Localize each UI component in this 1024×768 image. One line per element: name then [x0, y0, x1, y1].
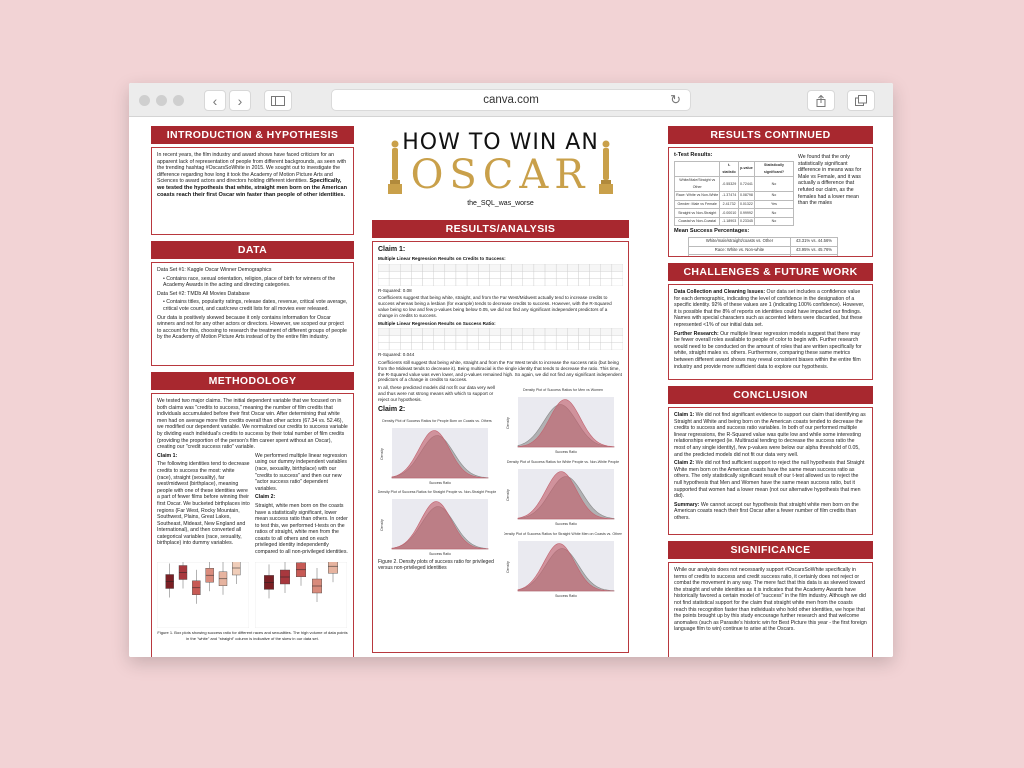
regression-cell	[601, 278, 612, 285]
left-column	[151, 126, 354, 657]
regression-cell	[411, 336, 422, 343]
boxplot-box	[328, 562, 338, 573]
regression-cell	[590, 336, 601, 343]
regression-cell	[378, 328, 389, 335]
results-cont-box	[668, 147, 873, 257]
sidebar-toggle-button[interactable]	[264, 90, 292, 111]
results-claim2-title: Claim 2:	[378, 405, 406, 413]
regression-cell	[400, 264, 411, 271]
ttest-cell: -0.00010	[720, 209, 739, 218]
regression-cell	[423, 343, 434, 350]
ttest-cell: 0.23345	[738, 217, 754, 226]
ttest-cell: No	[754, 191, 793, 200]
table2-title: Multiple Linear Regression Results on Success Ratio:	[378, 320, 496, 326]
regression-cell	[389, 328, 400, 335]
regression-cell	[456, 278, 467, 285]
regression-cell	[423, 271, 434, 278]
regression-cell	[478, 336, 489, 343]
mean-cell: Race: White vs. Non-white	[689, 246, 791, 255]
regression-cell	[411, 271, 422, 278]
regression-cell	[534, 343, 545, 350]
challenges-header: CHALLENGES & FUTURE WORK	[668, 263, 873, 281]
ttest-row	[675, 217, 794, 226]
regression-cell	[578, 328, 589, 335]
regression-cell	[578, 278, 589, 285]
method-claim1-title: Claim 1:	[157, 452, 178, 459]
poster	[129, 118, 893, 657]
regression-cell	[445, 328, 456, 335]
regression-cell	[501, 271, 512, 278]
minimize-window-button[interactable]	[156, 95, 167, 106]
forward-button[interactable]	[229, 90, 251, 111]
team-name: the_SQL_was_worse	[467, 200, 534, 207]
regression-cell	[556, 271, 567, 278]
share-button[interactable]	[807, 90, 835, 111]
table1-title: Multiple Linear Regression Results on Credits to Success:	[378, 256, 506, 261]
regression-cell	[545, 278, 556, 285]
regression-cell	[590, 271, 601, 278]
intro-text: In recent years, the film industry and award shows have faced criticism for an apparent lack of representation of people from different backgrounds, as seen with the trending hashtag #OscarsSoWhite in 2015. We sought out to investigate the difference regarding how long it took the Academy of Motion Picture Arts and Sciences to award actors and directors holding different identities.	[157, 152, 347, 185]
regression-cell	[612, 271, 623, 278]
methodology-box	[151, 393, 354, 657]
regression-cell	[378, 278, 389, 285]
density-ylabel: Density	[380, 447, 384, 460]
poster-title-line2: OSCAR	[410, 152, 591, 198]
ttest-cell: 0.01322	[738, 200, 754, 209]
ttest-cell	[675, 161, 720, 176]
regression-cell	[501, 336, 512, 343]
results-text2: Coefficients still suggest that being white, straight and from the Far West tends to increase the success ratio (but being from the Mideast tends to decrease it). Being multiracial is the single identity that tends to decrease the ratio. This time, the R-Squared value was even lower, and p-values remained high. So again, we did not find any significant independent predictors of a change in credits to success.	[378, 359, 622, 383]
data-note: Our data is positively skewed because it only contains information for Oscar winners and not for any other actors or directors. However, we scoped our project to account for this, choosing to research the treatment of different groups of people by the Academy of Motion Picture Arts instead of by the entire film industry.	[157, 314, 347, 341]
regression-cell	[445, 264, 456, 271]
challenges-text2: Our multiple linear regression models suggest that there may be fewer overall roles available to people of color to begin with. Further research would need to be conducted on the amount of roles that are written specifically for white, straight males vs. others. Furthermore, comparing these same metrics between different award shows may reveal consistent biases within the entire film industry and provide more sufficient data to explore our hypothesis.	[674, 330, 862, 370]
ttest-cell: Straight vs Non-Straight	[675, 209, 720, 218]
regression-cell	[501, 328, 512, 335]
regression-cell	[489, 271, 500, 278]
method-claim2-title: Claim 2:	[255, 494, 276, 501]
density-ylabel: Density	[506, 561, 510, 573]
density-title: Density Plot of Success Ratios for People Born on Coasts vs. Others	[382, 418, 492, 423]
density-title: Density Plot of Success Ratios for Men vs Women	[522, 388, 604, 393]
regression-cell	[400, 336, 411, 343]
results-box	[372, 241, 629, 653]
mean-row	[689, 246, 838, 255]
data-set2: Data Set #2: TMDb All Movies Database	[157, 290, 250, 297]
regression-cell	[400, 271, 411, 278]
regression-cell	[512, 271, 523, 278]
regression-cell	[567, 336, 578, 343]
r2-1: R-Squared: 0.08	[378, 287, 412, 293]
density-title: Density Plot of Success Ratios for White People vs. Non-White People	[506, 459, 620, 464]
ttest-table	[674, 161, 794, 227]
mean-table	[688, 237, 838, 257]
mean-cell: White/male/straight/coasts vs. Other	[689, 237, 791, 246]
ttest-cell: -1.37474	[720, 191, 739, 200]
results-claim1-title: Claim 1:	[378, 246, 406, 253]
regression-cell	[578, 336, 589, 343]
regression-cell	[478, 264, 489, 271]
ttest-cell: No	[754, 176, 793, 191]
regression-cell	[601, 264, 612, 271]
regression-cell	[434, 264, 445, 271]
regression-cell	[389, 278, 400, 285]
data-header: DATA	[151, 241, 354, 259]
boxplot-box	[232, 562, 240, 575]
regression-cell	[556, 264, 567, 271]
regression-cell	[590, 328, 601, 335]
regression-cell	[489, 264, 500, 271]
methodology-intro: We tested two major claims. The initial dependent variable that we focused on in both claims was "credits to success," meaning the number of film credits that individuals accumulated before their first Oscar win. After determining that white men had on average more film credits overall than other actors (67.34 vs. 52.46), we modified our dependent variable. We normalized our credits to success variable by dividing each individual's credits to success by their total number of film credits (providing the proportion of the person's film career spent without an Oscar), creating our "credit success ratio" variable.	[157, 398, 348, 451]
regression-cell	[545, 271, 556, 278]
sidebar-icon	[271, 96, 285, 106]
regression-cell	[601, 328, 612, 335]
regression-cell	[545, 328, 556, 335]
data-set1-detail: • Contains race, sexual orientation, religion, place of birth for winners of the Academy Awards in the acting and directing categories.	[163, 275, 336, 289]
ttest-cell: -1.18903	[720, 217, 739, 226]
regression-cell	[567, 328, 578, 335]
regression-cell	[411, 343, 422, 350]
oscar-statue-icon	[386, 138, 404, 198]
regression-cell	[556, 343, 567, 350]
regression-cell	[501, 264, 512, 271]
regression-cell	[423, 264, 434, 271]
regression-cell	[378, 264, 389, 271]
density-plot-coasts	[378, 416, 496, 486]
regression-cell	[400, 343, 411, 350]
regression-cell	[467, 328, 478, 335]
regression-cell	[389, 343, 400, 350]
density-xlabel: Success Ratio	[555, 593, 577, 598]
method-claim2: Straight, white men born on the coasts have a statistically significant, lower mean success ratio than others. In order to test this, we performed t-tests on the ratios of straight, white men from the coasts to all others and on each privileged identity independently compared to all non-privileged identities.	[255, 502, 348, 556]
regression-cell	[400, 278, 411, 285]
regression-cell	[434, 271, 445, 278]
regression-cell	[456, 336, 467, 343]
regression-cell	[489, 336, 500, 343]
challenges-title2: Further Research:	[674, 330, 719, 337]
tabs-icon	[855, 95, 867, 106]
browser-window	[129, 83, 893, 657]
regression-cell	[523, 278, 534, 285]
density-xlabel: Success Ratio	[555, 450, 577, 455]
results-text3: In all, these predicted models did not fit our data very well and thus were not strong means with which to support or reject our hypothesis.	[378, 385, 495, 402]
ttest-note: We found that the only statistically significant difference in means was for Male vs Female, and it was actually a difference that refuted our claim, as the females had a lower mean than the males	[798, 154, 862, 207]
regression-cell	[467, 278, 478, 285]
conclusion-box	[668, 407, 873, 535]
significance-box	[668, 562, 873, 657]
ttest-header-row	[675, 161, 794, 176]
regression-cell	[545, 343, 556, 350]
regression-cell	[512, 343, 523, 350]
method-claim1: The following identities tend to decrease credits to success the most: white (race), straight (sexuality), far west/midwest (birthplace), meaning people with one of these identities were a part of fewer films before winning their first Oscar. We bucketed birthplaces into regions (Far West, Rocky Mountain, Southwest, Plains, Great Lakes, Southeast, Mideast, New England and International), and then converted all categorical variables (race, sexuality, birthplace) into dummy variables.	[157, 461, 250, 547]
regression-table-2	[378, 328, 623, 350]
significance-text: While our analysis does not necessarily support #OscarsSoWhite specifically in terms of credits to success and credit success ratio, it certainly does not reject or combat the movement in any way. The mere fact that this data is as skewed toward the straight and white identities as it is indicates that the Academy Awards have historically favored a certain model of "success" in the film industry. Although we did not find statistical support for the claim that straight white men from the coasts reach this recognition faster than individuals who hold other identities, we hope that the points brought up by this study encourage further research and that welcome anomalies (such as Parasite's historic win for Best Picture this year - the first foreign language film to win) continue to arise at the Oscars.	[674, 567, 867, 633]
data-box	[151, 262, 354, 366]
regression-cell	[512, 328, 523, 335]
regression-cell	[601, 271, 612, 278]
regression-cell	[501, 343, 512, 350]
ttest-cell: 0.72441	[738, 176, 754, 191]
regression-cell	[590, 264, 601, 271]
regression-cell	[534, 264, 545, 271]
density-plot-swm-coasts	[504, 529, 622, 599]
regression-cell	[612, 336, 623, 343]
mean-row	[689, 255, 838, 257]
density-plot-gender	[504, 385, 622, 455]
regression-cell	[456, 343, 467, 350]
regression-cell	[434, 343, 445, 350]
regression-cell	[478, 343, 489, 350]
regression-cell	[612, 278, 623, 285]
regression-cell	[501, 278, 512, 285]
results-text1: Coefficients suggest that being white, straight, and from the Far West/Midwest actually tend to increase credits to success whereas being a lesbian (for example) tends to decrease credits to success. However, with the R-Squared value being so low and few p-values being below 0.05, we did not find any significant independent predictors of a change in credits to success.	[378, 295, 612, 318]
middle-column	[372, 126, 629, 657]
regression-cell	[378, 343, 389, 350]
data-set1: Data Set #1: Kaggle Oscar Winner Demographics	[157, 267, 272, 273]
regression-cell	[545, 336, 556, 343]
regression-cell	[456, 271, 467, 278]
density-ylabel: Density	[380, 519, 384, 531]
regression-cell	[467, 336, 478, 343]
right-column	[668, 126, 873, 657]
regression-cell	[578, 271, 589, 278]
concl-summary-title: Summary:	[674, 501, 700, 508]
regression-cell	[523, 336, 534, 343]
figure1	[157, 562, 348, 628]
ttest-cell: 0.08798	[738, 191, 754, 200]
regression-cell	[411, 328, 422, 335]
regression-cell	[534, 336, 545, 343]
mean-cell	[790, 255, 837, 257]
results-cont-header: RESULTS CONTINUED	[668, 126, 873, 144]
chevron-left-icon: ‹	[212, 92, 218, 109]
boxplot-sexuality	[255, 562, 347, 628]
challenges-title1: Data Collection and Cleaning Issues:	[674, 289, 766, 295]
ttest-cell: No	[754, 217, 793, 226]
regression-cell	[400, 328, 411, 335]
regression-cell	[612, 343, 623, 350]
regression-cell	[612, 328, 623, 335]
ttest-cell: Statistically significant?	[754, 161, 793, 176]
ttest-row	[675, 191, 794, 200]
intro-hypothesis: Specifically, we tested the hypothesis that white, straight men born on the American coasts reach their first Oscar win faster than people of other identities.	[157, 178, 348, 198]
regression-cell	[489, 278, 500, 285]
regression-cell	[478, 278, 489, 285]
regression-cell	[389, 336, 400, 343]
fig2-caption: Figure 2. Density plots of success ratio for privileged versus non-privileged identities	[378, 559, 494, 572]
regression-cell	[478, 328, 489, 335]
regression-cell	[567, 264, 578, 271]
regression-cell	[456, 264, 467, 271]
url-text: canva.com	[483, 94, 539, 106]
regression-cell	[556, 328, 567, 335]
share-icon	[816, 95, 826, 107]
intro-box	[151, 147, 354, 235]
ttest-title: t-Test Results:	[674, 152, 713, 158]
regression-cell	[445, 343, 456, 350]
ttest-cell: 2.41732	[720, 200, 739, 209]
results-header: RESULTS/ANALYSIS	[372, 220, 629, 238]
regression-cell	[389, 271, 400, 278]
regression-cell	[434, 278, 445, 285]
density-ylabel: Density	[506, 417, 510, 429]
tabs-button[interactable]	[847, 90, 875, 111]
title-block	[372, 130, 629, 218]
regression-cell	[512, 264, 523, 271]
regression-cell	[378, 271, 389, 278]
regression-cell	[423, 328, 434, 335]
ttest-cell: -0.55329	[720, 176, 739, 191]
regression-cell	[534, 328, 545, 335]
regression-cell	[456, 328, 467, 335]
regression-cell	[578, 343, 589, 350]
boxplot-race	[157, 562, 249, 628]
poster-title-line1: HOW TO WIN AN	[402, 130, 599, 155]
regression-cell	[556, 278, 567, 285]
reload-icon[interactable]: ↻	[670, 92, 681, 107]
regression-cell	[423, 278, 434, 285]
regression-cell	[567, 343, 578, 350]
regression-cell	[489, 343, 500, 350]
ttest-cell: Coastal vs Non-Coastal	[675, 217, 720, 226]
regression-cell	[545, 264, 556, 271]
mean-title: Mean Success Percentages:	[674, 228, 750, 235]
mean-cell	[689, 255, 791, 257]
regression-cell	[534, 278, 545, 285]
mean-cell: 43.31% vs. 44.56%	[790, 237, 837, 246]
concl-c1-title: Claim 1:	[674, 412, 695, 418]
intro-header: INTRODUCTION & HYPOTHESIS	[151, 126, 354, 144]
regression-cell	[523, 271, 534, 278]
regression-table-1	[378, 264, 623, 286]
density-ylabel: Density	[506, 489, 510, 501]
significance-header: SIGNIFICANCE	[668, 541, 873, 559]
density-title: Density Plot of Success Ratios for Straight White Men on Coasts vs. Others	[504, 531, 622, 536]
regression-cell	[556, 336, 567, 343]
ttest-row	[675, 176, 794, 191]
regression-cell	[578, 264, 589, 271]
regression-cell	[445, 336, 456, 343]
regression-cell	[434, 336, 445, 343]
regression-cell	[411, 264, 422, 271]
regression-cell	[567, 278, 578, 285]
density-xlabel: Success Ratio	[429, 552, 451, 557]
regression-cell	[523, 343, 534, 350]
data-set2-detail: • Contains titles, popularity ratings, release dates, revenue, critical vote average, critical vote count, and cast/crew credit lists for all movies ever released.	[163, 299, 348, 312]
ttest-cell: 0.99992	[738, 209, 754, 218]
ttest-cell: Gender: Male vs Female	[675, 200, 720, 209]
regression-cell	[467, 343, 478, 350]
regression-cell	[378, 336, 389, 343]
address-bar[interactable]	[331, 89, 691, 111]
regression-cell	[601, 336, 612, 343]
zoom-window-button[interactable]	[173, 95, 184, 106]
mean-cell: 43.95% vs. 45.76%	[790, 246, 837, 255]
regression-cell	[523, 328, 534, 335]
density-xlabel: Success Ratio	[555, 521, 577, 526]
concl-c1: We did not find significant evidence to support our claim that identifying as Straight and White and being born on the American coasts tended to decrease the credits to success and success ratio variables. In both of our performed multiple linear regressions, the R-Squared value was quite low and while some interesting relationships emerged (ie. Multiracial tending to decrease the success ratio the most of any single identity), few p-values were below our alpha threshold of 0.05, and the predicted models did not fit our data very well.	[674, 412, 866, 458]
density-plot-race	[504, 457, 622, 527]
close-window-button[interactable]	[139, 95, 150, 106]
density-plot-straight	[378, 487, 496, 557]
conclusion-header: CONCLUSION	[668, 386, 873, 404]
regression-cell	[423, 336, 434, 343]
regression-cell	[512, 336, 523, 343]
regression-cell	[467, 264, 478, 271]
ttest-cell: White/Male/Straight vs Other	[675, 176, 720, 191]
regression-cell	[523, 264, 534, 271]
concl-c2: We did not find sufficient support to reject the null hypothesis that Straight White men born on the American coasts have the same mean success ratio as others. The only statistically significant result of our t-test allowed us to reject the null hypothesis that Men and Women have the same mean success ratio, but it supported that women had a lower mean (not our alternative hypothesis that men did).	[674, 460, 865, 500]
challenges-box	[668, 284, 873, 380]
concl-summary: We cannot accept our hypothesis that straight white men born on the American coasts reach their first Oscar after a fewer number of film credits than others.	[674, 501, 859, 521]
regression-cell	[512, 278, 523, 285]
method-claim1-right: We performed multiple linear regression using our dummy independent variables (race, sexuality, birthplace) with our "credits to success" and then our new "actor success ratio" dependent variables.	[255, 452, 347, 492]
regression-cell	[389, 264, 400, 271]
ttest-cell: p-value	[738, 161, 754, 176]
ttest-cell: No	[754, 209, 793, 218]
regression-cell	[601, 343, 612, 350]
fig1-caption: Figure 1. Box plots showing success ratio for different races and sexualities. The high volume of data points in the "white" and "straight" column is indicative of the skew in our data set.	[157, 629, 348, 641]
oscar-statue-icon-right	[597, 138, 615, 198]
mean-row	[689, 237, 838, 246]
density-title: Density Plot of Success Ratios for Straight People vs. Non-Straight People	[378, 490, 496, 495]
challenges-text1: Our data set includes a confidence value for each demographic, indicating the level of confidence in the designation of a specific identity. 92% of these values are 1 (indicating 100% confidence). However, it is possible that the 8% of reports on identities could have impacted our findings. Names with special characters such as accented letters were discarded, but these represented <1% of our initial data set.	[674, 289, 865, 328]
r2-2: R-Squared: 0.044	[378, 352, 415, 358]
ttest-row	[675, 209, 794, 218]
regression-cell	[467, 271, 478, 278]
regression-cell	[445, 271, 456, 278]
regression-cell	[534, 271, 545, 278]
ttest-cell: Yes	[754, 200, 793, 209]
concl-c2-title: Claim 2:	[674, 460, 695, 467]
regression-cell	[478, 271, 489, 278]
browser-toolbar	[129, 83, 893, 117]
back-button[interactable]	[204, 90, 226, 111]
ttest-row	[675, 200, 794, 209]
regression-cell	[445, 278, 456, 285]
chevron-right-icon: ›	[237, 92, 243, 109]
regression-cell	[411, 278, 422, 285]
regression-cell	[612, 264, 623, 271]
regression-cell	[434, 328, 445, 335]
methodology-header: METHODOLOGY	[151, 372, 354, 390]
ttest-cell: t-statistic	[720, 161, 739, 176]
regression-cell	[567, 271, 578, 278]
regression-cell	[590, 343, 601, 350]
regression-cell	[590, 278, 601, 285]
regression-cell	[489, 328, 500, 335]
density-xlabel: Success Ratio	[429, 480, 451, 485]
ttest-cell: Race: White vs Non-White	[675, 191, 720, 200]
